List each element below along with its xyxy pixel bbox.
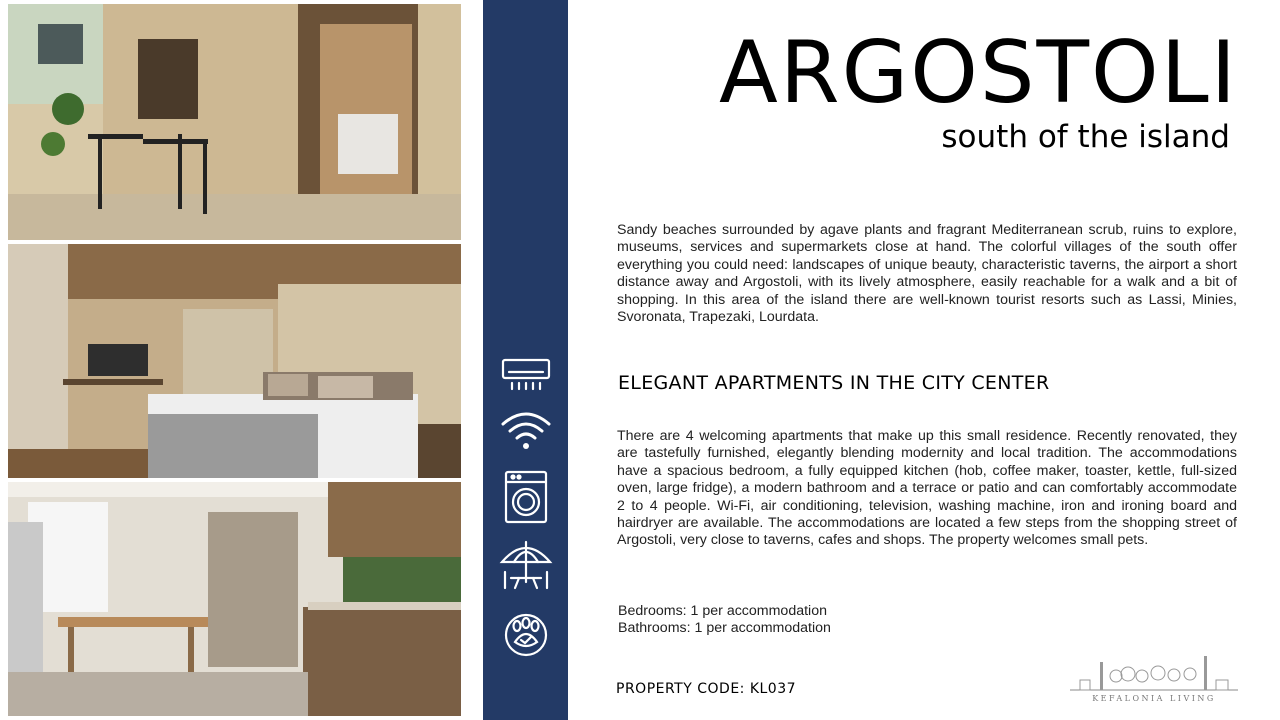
intro-paragraph: Sandy beaches surrounded by agave plants and fragrant Mediterranean scrub, ruins to explore, museums, services and supermarkets close at hand. The colorful villages of the south offer everything you could need: landscapes of unique beauty, characteristic taverns, the airport a short distance away and Argostoli, with its lively atmosphere, easily reachable for a walk and a bit of shopping. In this area of the island there are well-known tourist resorts such as Lassi, Minies, Svoronata, Trapezaki, Lourdata. xyxy=(617,222,1237,326)
photo-bedroom xyxy=(8,244,461,478)
photo-kitchen-dining xyxy=(8,482,461,716)
page-title: ARGOSTOLI xyxy=(718,23,1238,123)
washing-machine-icon xyxy=(499,470,553,524)
bathrooms-fact: Bathrooms: 1 per accommodation xyxy=(618,620,831,637)
bedrooms-fact: Bedrooms: 1 per accommodation xyxy=(618,603,827,619)
umbrella-terrace-icon xyxy=(499,538,553,592)
logo-text: KEFALONIA LIVING xyxy=(1092,694,1216,703)
pet-paw-icon xyxy=(499,612,553,658)
property-code: PROPERTY CODE: KL037 xyxy=(616,681,797,697)
section-heading: ELEGANT APARTMENTS IN THE CITY CENTER xyxy=(618,372,1050,394)
facts-list xyxy=(618,603,831,638)
wifi-icon xyxy=(499,408,553,454)
page-subtitle: south of the island xyxy=(941,119,1230,155)
amenities-band xyxy=(483,0,568,720)
description-paragraph: There are 4 welcoming apartments that make up this small residence. Recently renovated, they are tastefully furnished, elegantly blending modernity and local tradition. The accommodations have a spacious bedroom, a fully equipped kitchen (hob, coffee maker, toaster, kettle, full-sized oven, large fridge), a modern bathroom and a terrace or patio and can comfortably accommodate 2 to 4 people. Wi-Fi, air conditioning, television, washing machine, iron and ironing board and hairdryer are available. The accommodations are located a few steps from the shopping street of Argostoli, very close to taverns, cafes and shops. The property welcomes small pets. xyxy=(617,428,1237,549)
photo-patio-terrace xyxy=(8,4,461,240)
air-conditioner-icon xyxy=(499,352,553,398)
